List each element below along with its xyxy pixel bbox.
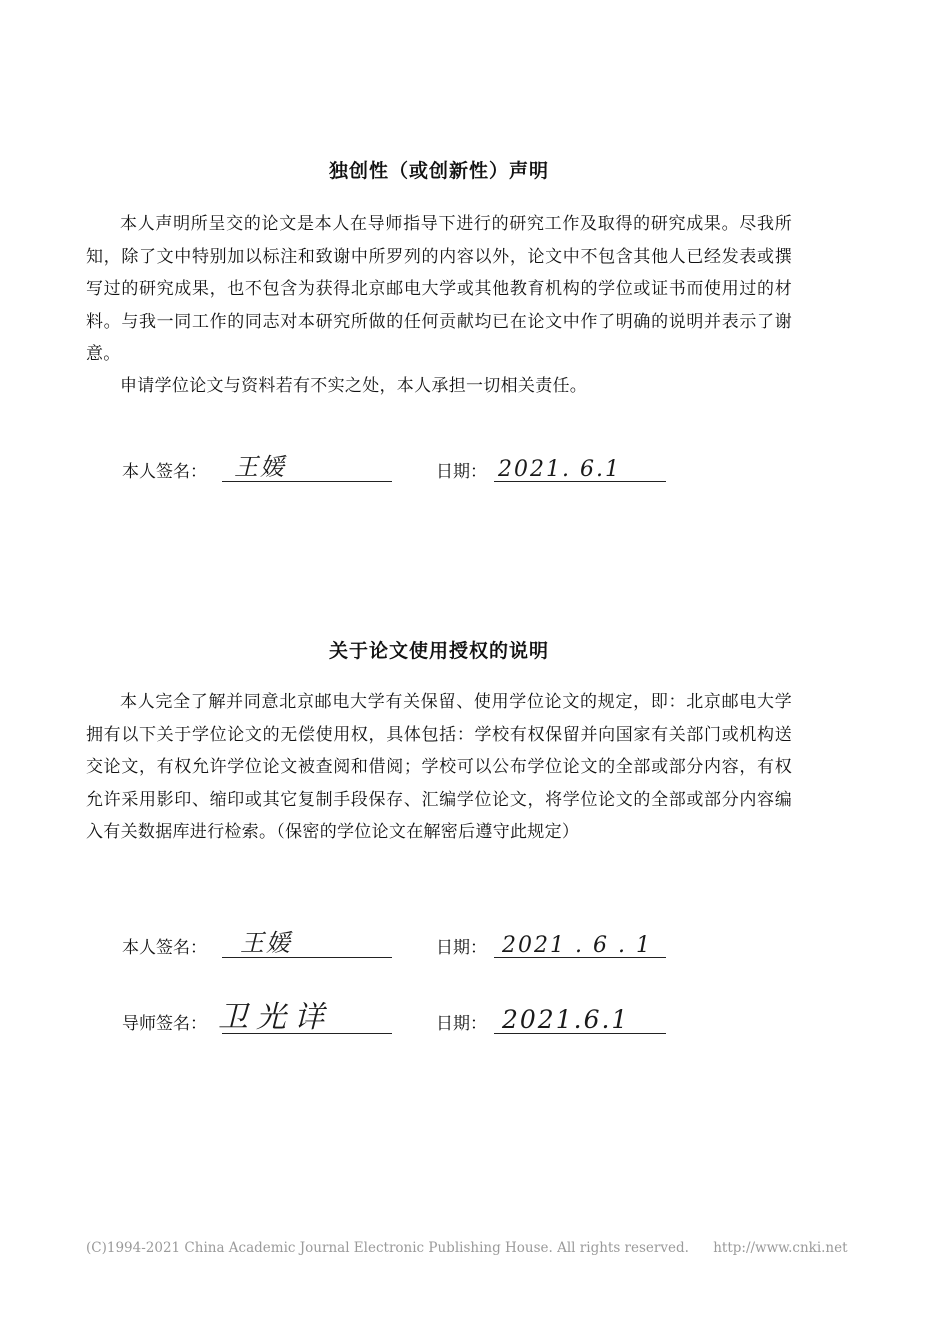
handwritten-signature: 王媛 [234,453,286,481]
advisor-signature-label: 导师签名： [122,1014,207,1034]
footer-link[interactable]: http://www.cnki.net [713,1240,848,1256]
declaration-paragraph-1: 本人声明所呈交的论文是本人在导师指导下进行的研究工作及取得的研究成果。尽我所知，除了文中特别加以标注和致谢中所罗列的内容以外，论文中不包含其他人已经发表或撰写过的研究成果，也不包含为获得北京邮电大学或其他教育机构的学位或证书而使用过的材料。与我一同工作的同志对本研究所做的任何贡献均已在论文中作了明确的说明并表示了谢意。 [86,214,792,364]
authorization-title: 关于论文使用授权的说明 [328,640,549,662]
author-signature-row [122,922,722,962]
signature-label: 本人签名： [122,462,207,482]
author-handwritten-signature: 王媛 [240,929,292,957]
declaration-title: 独创性（或创新性）声明 [328,160,549,182]
advisor-handwritten-signature: 卫光详 [218,1000,332,1035]
authorization-section [86,0,792,1100]
advisor-date-label: 日期： [436,1014,487,1034]
page-footer [86,1240,846,1256]
advisor-signature-row [122,998,722,1038]
author-handwritten-date: 2021 . 6 . 1 [502,933,652,958]
declaration-paragraph-2: 申请学位论文与资料若有不实之处，本人承担一切相关责任。 [120,376,588,396]
advisor-handwritten-date: 2021.6.1 [502,1005,630,1034]
handwritten-date: 2021. 6.1 [498,457,621,482]
date-label: 日期： [436,462,487,482]
author-signature-label: 本人签名： [122,938,207,958]
author-date-label: 日期： [436,938,487,958]
copyright-notice: (C)1994-2021 China Academic Journal Electronic Publishing House. All rights reserved. [86,1240,689,1256]
authorization-paragraph: 本人完全了解并同意北京邮电大学有关保留、使用学位论文的规定，即：北京邮电大学拥有以下关于学位论文的无偿使用权，具体包括：学校有权保留并向国家有关部门或机构送交论文，有权允许学位论文被查阅和借阅；学校可以公布学位论文的全部或部分内容，有权允许采用影印、缩印或其它复制手段保存、汇编学位论文，将学位论文的全部或部分内容编入有关数据库进行检索。（保密的学位论文在解密后遵守此规定） [86,692,792,842]
